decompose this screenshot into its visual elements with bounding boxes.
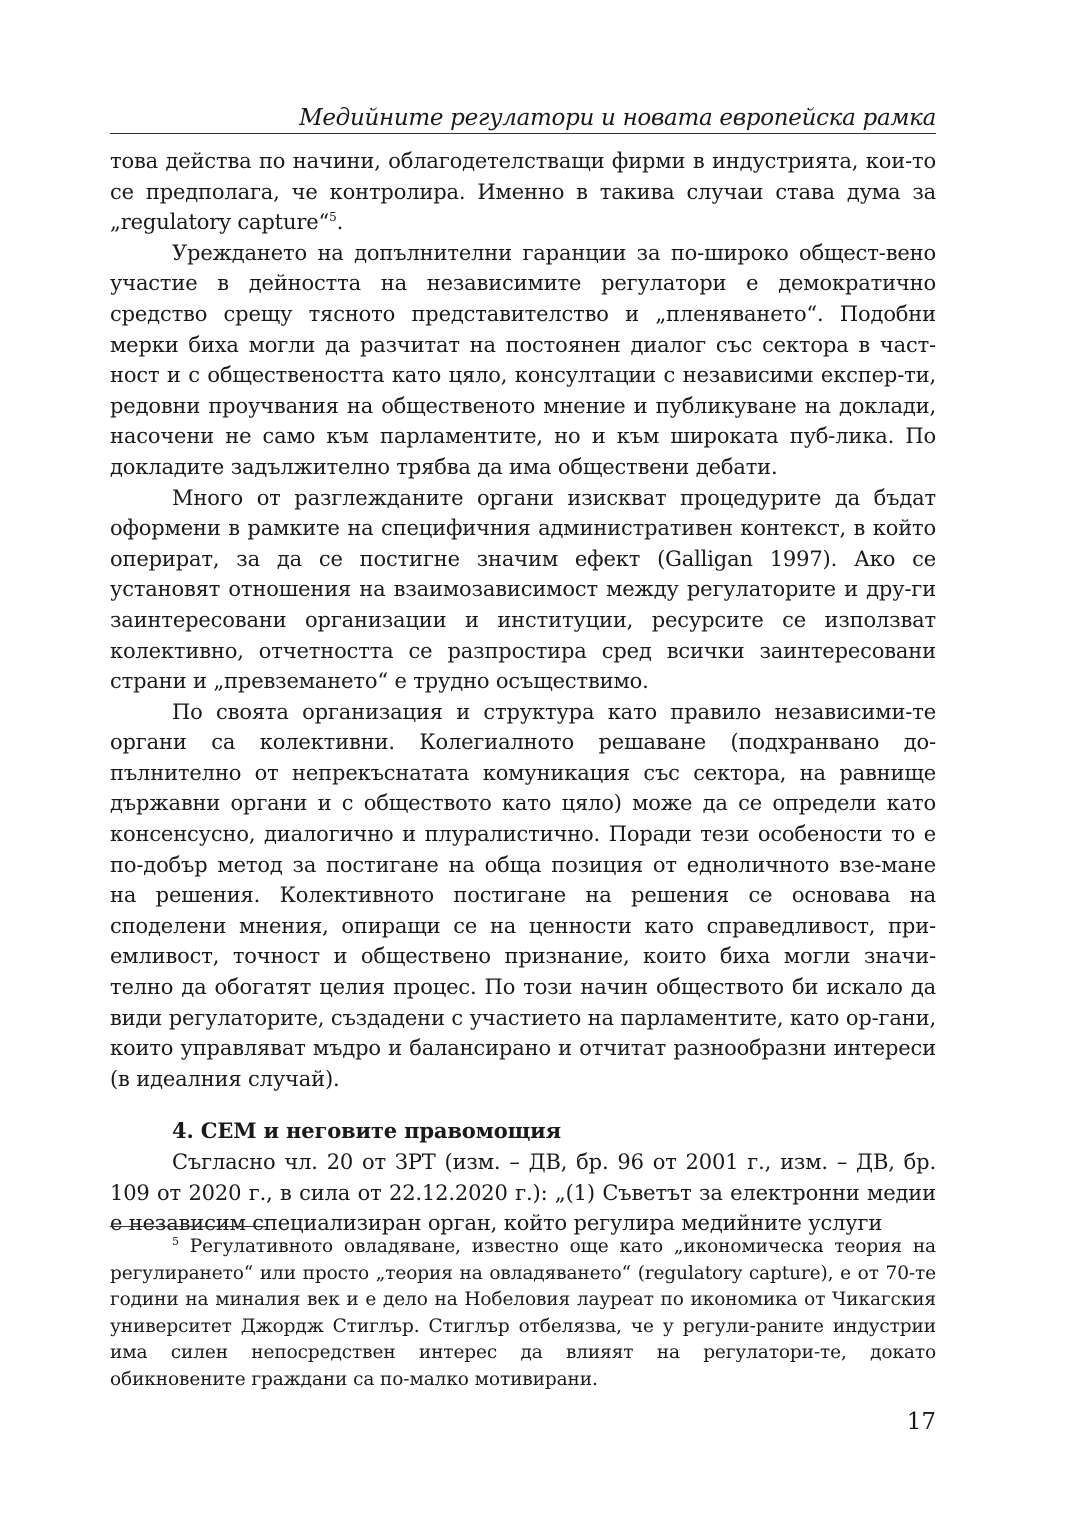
paragraph-1 <box>110 146 936 238</box>
main-text <box>110 146 936 1239</box>
running-head: Медийните регулатори и новата европейска рамка <box>299 105 936 131</box>
footnote-reference: 5 <box>329 210 337 225</box>
paragraph-2: Уреждането на допълнителни гаранции за по-широко общест-вено участие в дейността на независимите регулатори е демократично средство срещу тясното представителство и „пленяването“. Подобни мерки биха могли да разчитат на постоянен диалог със сектора в част-ност и с обществеността като цяло, консултации с независими експер-ти, редовни проучвания на общественото мнение и публикуване на доклади, насочени не само към парламентите, но и към широката пуб-лика. По докладите задължително трябва да има обществени дебати. <box>110 240 936 479</box>
footnote <box>110 1234 936 1393</box>
footnote-rule <box>110 1226 266 1227</box>
paragraph-1-end: . <box>336 210 344 235</box>
paragraph-4: По своята организация и структура като правило независими-те органи са колективни. Колегиалното решаване (подхранвано до-пълнително от непрекъснатата комуникация със сектора, на равнище държавни органи и с обществото като цяло) може да се определи като консенсусно, диалогично и плуралистично. Поради тези особености то е по-добър метод за постигане на обща позиция от едноличното взе-мане на решения. Колективното постигане на решения се основава на споделени мнения, опиращи се на ценности като справедливост, при-емливост, точност и обществено признание, които биха могли значи-телно да обогатят целия процес. По този начин обществото би искало да види регулаторите, създадени с участието на парламентите, като ор-гани, които управляват мъдро и балансирано и отчитат разнообразни интереси (в идеалния случай). <box>110 699 936 1091</box>
footnote-paragraph <box>110 1234 936 1393</box>
paragraph-3: Много от разглежданите органи изискват процедурите да бъдат оформени в рамките на специфичния административен контекст, в който оперират, за да се постигне значим ефект (Galligan 1997). Ако се установят отношения на взаимозависимост между регулаторите и дру-ги заинтересовани организации и институции, ресурсите се използват колективно, отчетността се разпростира сред всички заинтересовани страни и „превземането“ е трудно осъществимо. <box>110 485 936 694</box>
footnote-text: Регулативното овладяване, известно още като „икономическа теория на регулирането“ или просто „теория на овладяването“ (regulatory capture), е от 70-те години на миналия век и е дело на Нобеловия лауреат по икономика от Чикагския университет Джордж Стиглър. Стиглър отбелязва, че у регули-раните индустрии има силен непосредствен интерес да влияят на регулатори-те, докато обикновените граждани са по-малко мотивирани. <box>110 1236 936 1390</box>
section-heading: 4. СЕМ и неговите правомощия <box>172 1118 561 1144</box>
paragraph-5: Съгласно чл. 20 от ЗРТ (изм. – ДВ, бр. 96 от 2001 г., изм. – ДВ, бр. 109 от 2020 г., в сила от 22.12.2020 г.): „(1) Съветът за електронни медии е независим специализиран орган, който регулира медийните услуги <box>110 1150 936 1236</box>
footnote-marker: 5 <box>172 1235 179 1248</box>
page-number: 17 <box>906 1409 936 1435</box>
paragraph-1-text: това действа по начини, облагодетелстващи фирми в индустрията, кои-то се предполага, че контролира. Именно в такива случаи става дума за „regulatory capture“ <box>110 149 936 235</box>
header-rule <box>110 133 936 134</box>
